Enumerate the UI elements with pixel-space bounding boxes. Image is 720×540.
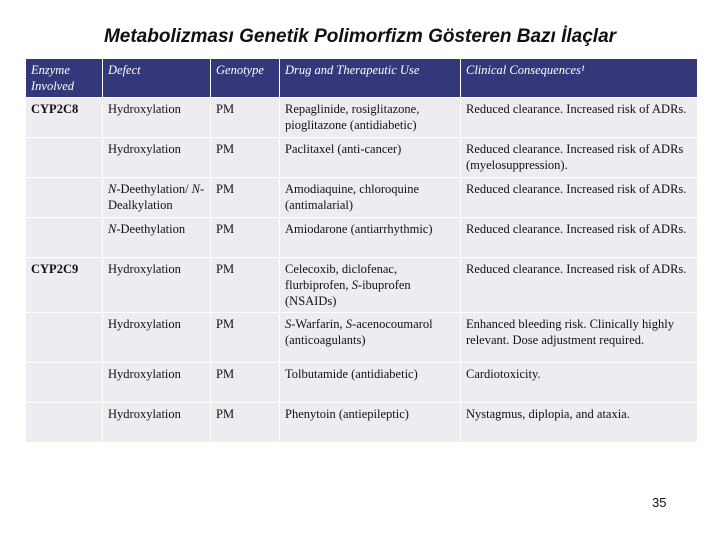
genotype-cell: PM	[211, 138, 280, 178]
enzyme-cell	[26, 403, 103, 443]
defect-cell: Hydroxylation	[103, 363, 211, 403]
drug-s-prefix: S	[345, 317, 353, 331]
drug-table	[25, 58, 698, 443]
defect-text: -Dealkylation	[108, 182, 205, 212]
enzyme-cell: CYP2C8	[26, 98, 103, 138]
drug-cell: Paclitaxel (anti-cancer)	[280, 138, 461, 178]
drug-s-prefix: S	[285, 317, 292, 331]
genotype-cell: PM	[211, 258, 280, 313]
enzyme-cell	[26, 363, 103, 403]
drug-cell: Repaglinide, rosiglitazone, pioglitazone (antidiabetic)	[280, 98, 461, 138]
drug-cell: Amiodarone (antiarrhythmic)	[280, 218, 461, 258]
defect-cell: Hydroxylation	[103, 258, 211, 313]
enzyme-cell	[26, 313, 103, 363]
defect-cell: Hydroxylation	[103, 98, 211, 138]
enzyme-cell	[26, 178, 103, 218]
enzyme-cell	[26, 218, 103, 258]
table-row	[26, 313, 698, 363]
drug-cell: Phenytoin (antiepileptic)	[280, 403, 461, 443]
enzyme-cell: CYP2C9	[26, 258, 103, 313]
consequence-cell: Reduced clearance. Increased risk of ADRs.	[461, 218, 698, 258]
header-genotype: Genotype	[211, 59, 280, 98]
table-row	[26, 403, 698, 443]
drug-cell: Amodiaquine, chloroquine (antimalarial)	[280, 178, 461, 218]
defect-cell	[103, 178, 211, 218]
table-row	[26, 363, 698, 403]
consequence-cell: Nystagmus, diplopia, and ataxia.	[461, 403, 698, 443]
drug-text: -acenocoumarol (anticoagulants)	[285, 317, 433, 347]
table-row	[26, 138, 698, 178]
table-row	[26, 98, 698, 138]
table-row	[26, 178, 698, 218]
table-row	[26, 258, 698, 313]
defect-cell: Hydroxylation	[103, 138, 211, 178]
drug-cell	[280, 313, 461, 363]
header-defect: Defect	[103, 59, 211, 98]
genotype-cell: PM	[211, 403, 280, 443]
drug-text: Celecoxib, diclofenac, flurbiprofen,	[285, 262, 398, 292]
genotype-cell: PM	[211, 218, 280, 258]
drug-s-prefix: S	[351, 278, 358, 292]
genotype-cell: PM	[211, 363, 280, 403]
defect-cell: Hydroxylation	[103, 403, 211, 443]
table-header-row	[26, 59, 698, 98]
genotype-cell: PM	[211, 178, 280, 218]
drug-text: -Warfarin,	[291, 317, 346, 331]
defect-text: -Deethylation/	[116, 182, 192, 196]
page-number: 35	[652, 495, 667, 510]
defect-cell	[103, 218, 211, 258]
header-consequence: Clinical Consequences¹	[461, 59, 698, 98]
table-row	[26, 218, 698, 258]
defect-n-prefix: N	[108, 222, 117, 236]
drug-text: -ibuprofen (NSAIDs)	[285, 278, 411, 308]
defect-n-prefix: N	[108, 182, 117, 196]
genotype-cell: PM	[211, 313, 280, 363]
header-drug: Drug and Therapeutic Use	[280, 59, 461, 98]
drug-cell	[280, 258, 461, 313]
slide-title: Metabolizması Genetik Polimorfizm Gösteren Bazı İlaçlar	[103, 26, 617, 47]
consequence-cell: Enhanced bleeding risk. Clinically highly relevant. Dose adjustment required.	[461, 313, 698, 363]
consequence-cell: Reduced clearance. Increased risk of ADRs.	[461, 98, 698, 138]
genotype-cell: PM	[211, 98, 280, 138]
consequence-cell: Cardiotoxicity.	[461, 363, 698, 403]
consequence-cell: Reduced clearance. Increased risk of ADRs.	[461, 178, 698, 218]
enzyme-cell	[26, 138, 103, 178]
drug-cell: Tolbutamide (antidiabetic)	[280, 363, 461, 403]
defect-cell: Hydroxylation	[103, 313, 211, 363]
consequence-cell: Reduced clearance. Increased risk of ADRs.	[461, 258, 698, 313]
consequence-cell: Reduced clearance. Increased risk of ADRs (myelosuppression).	[461, 138, 698, 178]
header-enzyme: Enzyme Involved	[26, 59, 103, 98]
defect-text: -Deethylation	[116, 222, 186, 236]
defect-n-prefix: N	[191, 182, 201, 196]
